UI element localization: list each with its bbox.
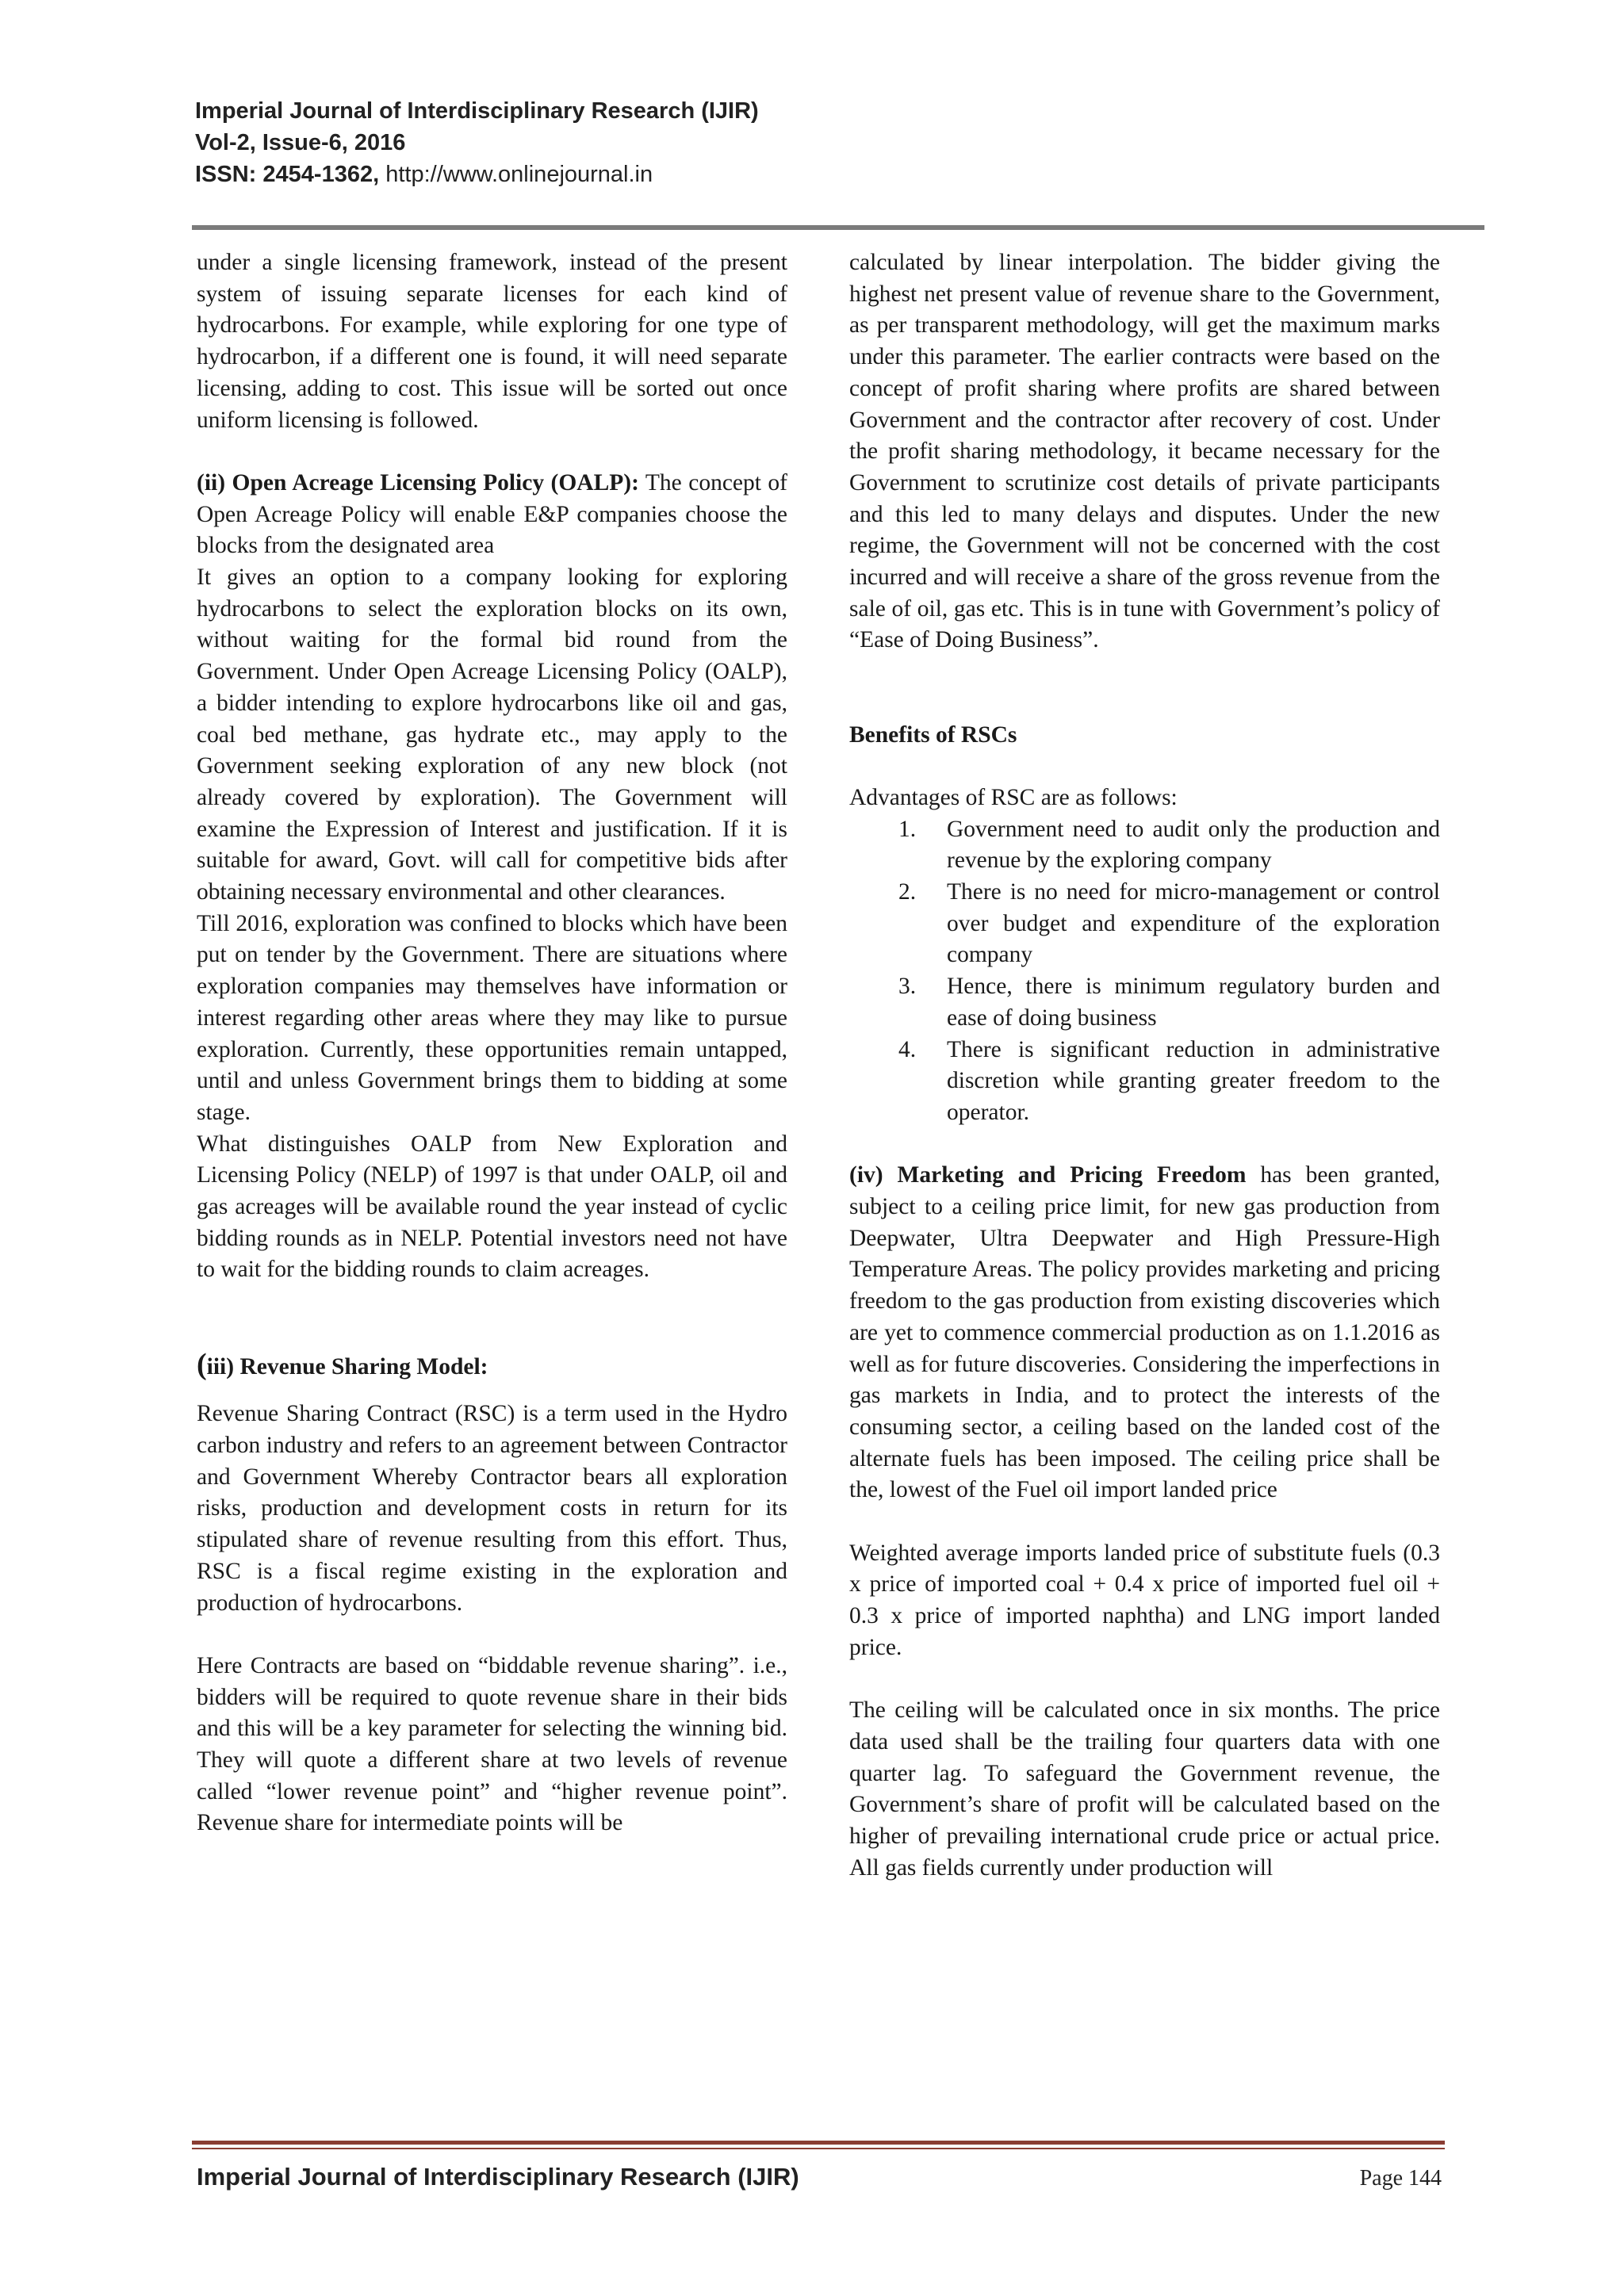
left-column [197, 247, 787, 1839]
list-number: 1. [898, 816, 917, 842]
page-number: Page 144 [1359, 2166, 1442, 2191]
list-item [849, 877, 1440, 971]
list-item [849, 814, 1440, 877]
footer-divider [192, 2141, 1445, 2145]
list-number: 3. [898, 974, 917, 1000]
journal-url[interactable]: http://www.onlinejournal.in [379, 162, 653, 187]
list-number: 2. [898, 879, 917, 905]
paragraph: Weighted average imports landed price of substitute fuels (0.3 x price of imported coal + 0.4 x price of imported fuel oil + 0.3 x price of imported naphtha) and LNG import landed price. [849, 1540, 1440, 1660]
oalp-paragraph [197, 468, 787, 562]
list-text: There is no need for micro-management or control over budget and expenditure of the exploration company [947, 879, 1440, 968]
rsm-heading-line [197, 1349, 787, 1383]
mpf-text: has been granted, subject to a ceiling price limit, for new gas production from Deepwater, Ultra Deepwater and High Pressure-High Temperature Areas. The policy provides marketing and pricing freedom to the gas production from existing discoveries which are yet to commence commercial production as on 1.1.2016 as well as for future discoveries. Considering the imperfections in gas markets in India, and to protect the interests of the consuming sector, a ceiling based on the landed cost of the alternate fuels has been imposed. The ceiling price shall be the, lowest of the Fuel oil import landed price [849, 1162, 1440, 1503]
rsm-heading-paren: ( [197, 1347, 207, 1381]
benefits-heading: Benefits of RSCs [849, 721, 1017, 748]
issn: ISSN: 2454-1362, [195, 162, 380, 187]
footer-journal-title: Imperial Journal of Interdisciplinary Research (IJIR) [197, 2163, 799, 2191]
journal-title: Imperial Journal of Interdisciplinary Research (IJIR) [195, 98, 759, 124]
paragraph: Revenue Sharing Contract (RSC) is a term used in the Hydro carbon industry and refers to an agreement between Contractor and Government Whereby Contractor bears all exploration risks, production and development costs in return for its stipulated share of revenue resulting from this effort. Thus, RSC is a fiscal regime existing in the exploration and production of hydrocarbons. [197, 1401, 787, 1616]
right-column [849, 247, 1440, 1884]
list-text: Government need to audit only the production and revenue by the exploring company [947, 816, 1440, 874]
paragraph: Till 2016, exploration was confined to blocks which have been put on tender by the Government. There are situations where exploration companies may themselves have information or interest regarding other areas where they may like to pursue exploration. Currently, these opportunities remain untapped, until and unless Government brings them to bidding at some stage. [197, 910, 787, 1125]
page-header [195, 95, 759, 190]
oalp-heading: (ii) Open Acreage Licensing Policy (OALP): [197, 469, 639, 496]
list-item [849, 1035, 1440, 1129]
footer-divider-thin [192, 2148, 1445, 2149]
issn-line [195, 159, 759, 190]
volume-issue: Vol-2, Issue-6, 2016 [195, 130, 406, 155]
benefits-list [849, 814, 1440, 1129]
paragraph: What distinguishes OALP from New Exploration and Licensing Policy (NELP) of 1997 is that under OALP, oil and gas acreages will be available round the year instead of cyclic bidding rounds as in NELP. Potential investors need not have to wait for the bidding rounds to claim acreages. [197, 1131, 787, 1283]
paragraph: calculated by linear interpolation. The bidder giving the highest net present value of revenue share to the Government, as per transparent methodology, will get the maximum marks under this parameter. The earlier contracts were based on the concept of profit sharing where profits are shared between Government and the contractor after recovery of cost. Under the profit sharing methodology, it became necessary for the Government to scrutinize cost details of private participants and this led to many delays and disputes. Under the new regime, the Government will not be concerned with the cost incurred and will receive a share of the gross revenue from the sale of oil, gas etc. This is in tune with Government’s policy of “Ease of Doing Business”. [849, 250, 1440, 653]
paragraph: under a single licensing framework, instead of the present system of issuing separate licenses for each kind of hydrocarbons. For example, while exploring for one type of hydrocarbon, if a different one is found, it will need separate licensing, adding to cost. This issue will be sorted out once uniform licensing is followed. [197, 250, 787, 433]
benefits-intro: Advantages of RSC are as follows: [849, 784, 1178, 810]
mpf-heading: (iv) Marketing and Pricing Freedom [849, 1162, 1247, 1188]
paragraph: The ceiling will be calculated once in six months. The price data used shall be the trailing four quarters data with one quarter lag. To safeguard the Government revenue, the Government’s share of profit will be calculated based on the higher of prevailing international crude price or actual price. All gas fields currently under production will [849, 1697, 1440, 1881]
list-text: Hence, there is minimum regulatory burden and ease of doing business [947, 974, 1440, 1031]
rsm-heading: iii) Revenue Sharing Model: [206, 1353, 488, 1380]
list-item [849, 971, 1440, 1034]
header-divider [192, 225, 1484, 230]
list-number: 4. [898, 1036, 917, 1062]
paragraph: It gives an option to a company looking for exploring hydrocarbons to select the exploration blocks on its own, without waiting for the formal bid round from the Government. Under Open Acreage Licensing Policy (OALP), a bidder intending to explore hydrocarbons like oil and gas, coal bed methane, gas hydrate etc., may apply to the Government seeking exploration of any new block (not already covered by exploration). The Government will examine the Expression of Interest and justification. If it is suitable for award, Govt. will call for competitive bids after obtaining necessary environmental and other clearances. [197, 564, 787, 905]
paragraph: Here Contracts are based on “biddable revenue sharing”. i.e., bidders will be required to quote revenue share in their bids and this will be a key parameter for selecting the winning bid. They will quote a different share at two levels of revenue called “lower revenue point” and “higher revenue point”. Revenue share for intermediate points will be [197, 1652, 787, 1836]
oalp-intro: The concept of Open Acreage Policy will enable E&P companies choose the blocks from the designated area [197, 469, 787, 559]
list-text: There is significant reduction in administrative discretion while granting greater freedom to the operator. [947, 1036, 1440, 1125]
mpf-paragraph [849, 1160, 1440, 1506]
